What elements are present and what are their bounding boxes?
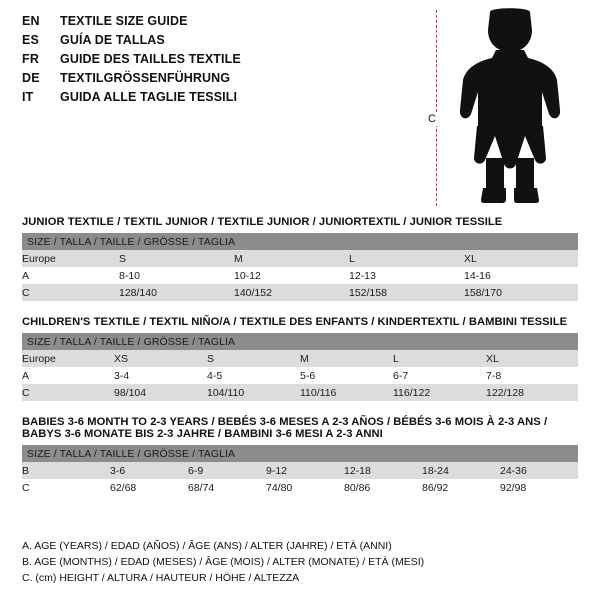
child-silhouette-icon: [450, 8, 570, 204]
legend-line-a: A. AGE (YEARS) / EDAD (AÑOS) / ÂGE (ANS) / ALTER (JAHRE) / ETÀ (ANNI): [22, 540, 392, 552]
table-row: [22, 350, 578, 367]
cell: 104/110: [207, 384, 300, 401]
cell: 92/98: [500, 479, 578, 496]
cell: 152/158: [349, 284, 464, 301]
cell: 10-12: [234, 267, 349, 284]
cell: XS: [114, 350, 207, 367]
language-title: GUIDE DES TAILLES TEXTILE: [60, 52, 241, 66]
language-title: TEXTILGRÖSSENFÜHRUNG: [60, 71, 231, 85]
language-row: [22, 33, 422, 52]
table-header-row: [22, 233, 578, 250]
row-label: A: [22, 267, 119, 284]
cell: L: [349, 250, 464, 267]
language-code: FR: [22, 52, 40, 66]
table-row: [22, 462, 578, 479]
table-row: [22, 250, 578, 267]
table-row: [22, 267, 578, 284]
language-code: IT: [22, 90, 34, 104]
language-code: EN: [22, 14, 40, 28]
table-header-row: [22, 333, 578, 350]
language-row: [22, 90, 422, 109]
cell: XL: [486, 350, 578, 367]
cell: 5-6: [300, 367, 393, 384]
cell: 140/152: [234, 284, 349, 301]
row-label: C: [22, 384, 114, 401]
measurement-label-c: C: [428, 113, 436, 125]
cell: S: [207, 350, 300, 367]
row-label: C: [22, 479, 110, 496]
cell: L: [393, 350, 486, 367]
row-label: B: [22, 462, 110, 479]
cell: 7-8: [486, 367, 578, 384]
section-babies: [22, 416, 582, 496]
cell: 110/116: [300, 384, 393, 401]
cell: 6-9: [188, 462, 266, 479]
cell: 62/68: [110, 479, 188, 496]
cell: 74/80: [266, 479, 344, 496]
table-subheader: SIZE / TALLA / TAILLE / GRÖSSE / TAGLIA: [22, 233, 578, 250]
row-label: Europe: [22, 250, 119, 267]
cell: 122/128: [486, 384, 578, 401]
cell: 116/122: [393, 384, 486, 401]
row-label: A: [22, 367, 114, 384]
cell: 24-36: [500, 462, 578, 479]
cell: 98/104: [114, 384, 207, 401]
language-title: GUÍA DE TALLAS: [60, 33, 165, 47]
language-row: [22, 14, 422, 33]
cell: 3-4: [114, 367, 207, 384]
language-row: [22, 71, 422, 90]
cell: 4-5: [207, 367, 300, 384]
section-junior: [22, 216, 578, 301]
cell: 12-18: [344, 462, 422, 479]
cell: 8-10: [119, 267, 234, 284]
language-code: ES: [22, 33, 40, 47]
table-subheader: SIZE / TALLA / TAILLE / GRÖSSE / TAGLIA: [22, 333, 578, 350]
language-title: TEXTILE SIZE GUIDE: [60, 14, 188, 28]
table-subheader: SIZE / TALLA / TAILLE / GRÖSSE / TAGLIA: [22, 445, 578, 462]
cell: 158/170: [464, 284, 578, 301]
legend-line-b: B. AGE (MONTHS) / EDAD (MESES) / ÂGE (MOIS) / ALTER (MONATE) / ETÀ (MESI): [22, 556, 425, 568]
language-title: GUIDA ALLE TAGLIE TESSILI: [60, 90, 238, 104]
row-label: C: [22, 284, 119, 301]
section-title: BABIES 3-6 MONTH TO 2-3 YEARS / BEBÉS 3-6 MESES A 2-3 AÑOS / BÉBÉS 3-6 MOIS À 2-3 ANS / BABYS 3-6 MONATE BIS 2-3 JAHRE / BAMBINI 3-6 MESI A 2-3 ANNI: [22, 416, 548, 440]
cell: 68/74: [188, 479, 266, 496]
cell: 128/140: [119, 284, 234, 301]
legend-line-c: C. (cm) HEIGHT / ALTURA / HAUTEUR / HÖHE / ALTEZZA: [22, 572, 300, 584]
height-guide-line: [436, 10, 437, 206]
section-title: JUNIOR TEXTILE / TEXTIL JUNIOR / TEXTILE JUNIOR / JUNIORTEXTIL / JUNIOR TESSILE: [22, 216, 503, 228]
cell: 80/86: [344, 479, 422, 496]
cell: 14-16: [464, 267, 578, 284]
section-children: [22, 316, 578, 401]
children-size-table: [22, 333, 578, 401]
cell: S: [119, 250, 234, 267]
cell: XL: [464, 250, 578, 267]
cell: M: [300, 350, 393, 367]
row-label: Europe: [22, 350, 114, 367]
babies-size-table: [22, 445, 578, 496]
cell: 12-13: [349, 267, 464, 284]
junior-size-table: [22, 233, 578, 301]
language-header: [22, 14, 422, 109]
cell: 6-7: [393, 367, 486, 384]
table-header-row: [22, 445, 578, 462]
table-row: [22, 367, 578, 384]
table-row: [22, 479, 578, 496]
language-row: [22, 52, 422, 71]
cell: 9-12: [266, 462, 344, 479]
cell: 86/92: [422, 479, 500, 496]
cell: M: [234, 250, 349, 267]
cell: 18-24: [422, 462, 500, 479]
legend: [22, 538, 582, 586]
table-row: [22, 284, 578, 301]
language-code: DE: [22, 71, 40, 85]
measurement-figure: [422, 8, 582, 208]
cell: 3-6: [110, 462, 188, 479]
table-row: [22, 384, 578, 401]
section-title: CHILDREN'S TEXTILE / TEXTIL NIÑO/A / TEXTILE DES ENFANTS / KINDERTEXTIL / BAMBINI TESSILE: [22, 316, 568, 328]
